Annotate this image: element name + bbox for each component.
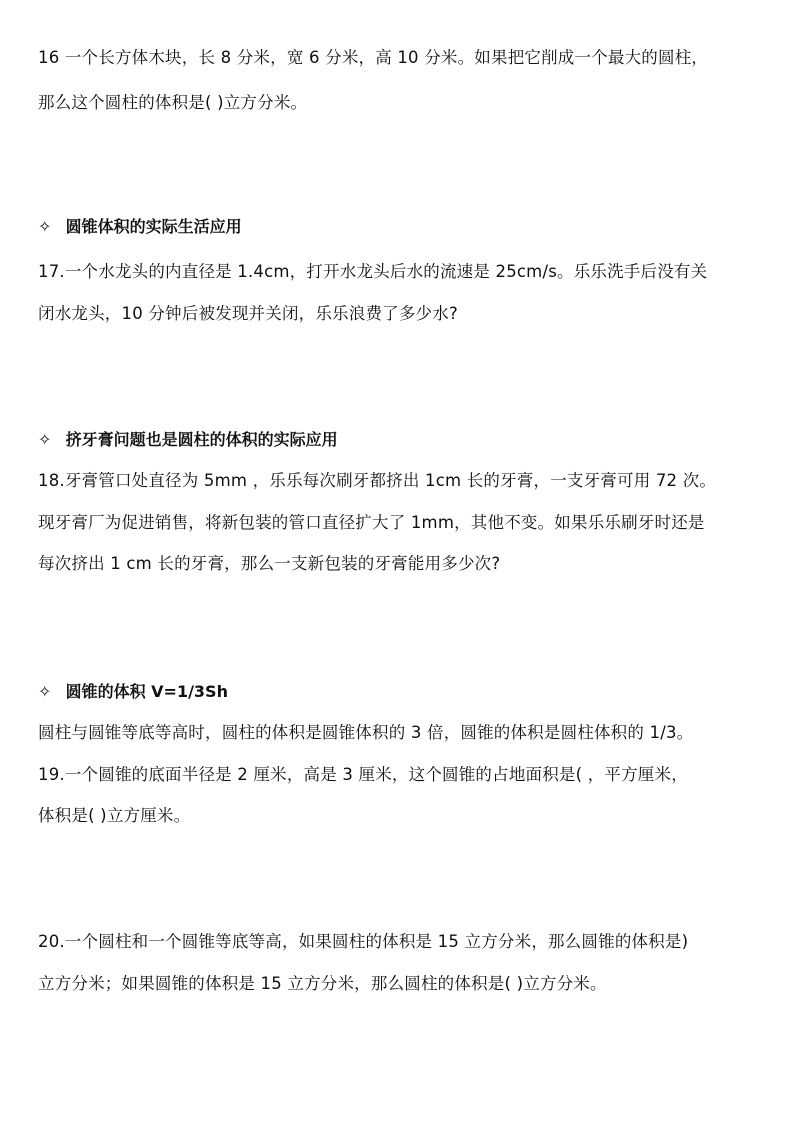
- question-20-line-1: 20.一个圆柱和一个圆锥等底等高，如果圆柱的体积是 15 立方分米，那么圆锥的体积是): [38, 932, 689, 951]
- diamond-bullet-icon: ✧: [38, 217, 52, 236]
- diamond-bullet-icon: ✧: [38, 430, 52, 449]
- question-17-line-1: 17.一个水龙头的内直径是 1.4cm，打开水龙头后水的流速是 25cm/s。乐乐洗手后没有关: [38, 262, 708, 281]
- section-heading-cone-volume: [38, 680, 228, 704]
- section-title: 圆锥体积的实际生活应用: [65, 217, 242, 236]
- question-16-line-1: 16 一个长方体木块，长 8 分米，宽 6 分米，高 10 分米。如果把它削成一个最大的圆柱，: [38, 48, 709, 67]
- question-19-line-1: 19.一个圆锥的底面半径是 2 厘米，高是 3 厘米，这个圆锥的占地面积是( ，平方厘米，: [38, 765, 688, 784]
- section-title: 挤牙膏问题也是圆柱的体积的实际应用: [65, 430, 338, 449]
- question-18-line-3: 每次挤出 1 cm 长的牙膏，那么一支新包装的牙膏能用多少次?: [38, 554, 501, 573]
- question-18-line-2: 现牙膏厂为促进销售，将新包装的管口直径扩大了 1mm，其他不变。如果乐乐刷牙时还是: [38, 513, 705, 532]
- section-heading-toothpaste: [38, 428, 338, 452]
- cone-volume-rule: 圆柱与圆锥等底等高时，圆柱的体积是圆锥体积的 3 倍，圆锥的体积是圆柱体积的 1/3。: [38, 723, 694, 742]
- question-17-line-2: 闭水龙头，10 分钟后被发现并关闭，乐乐浪费了多少水?: [38, 304, 458, 323]
- question-19-line-2: 体积是( )立方厘米。: [38, 806, 191, 825]
- question-16-line-2: 那么这个圆柱的体积是( )立方分米。: [38, 93, 308, 112]
- question-20-line-2: 立方分米；如果圆锥的体积是 15 立方分米，那么圆柱的体积是( )立方分米。: [38, 974, 607, 993]
- diamond-bullet-icon: ✧: [38, 682, 52, 701]
- section-heading-cone-life: [38, 215, 242, 239]
- question-18-line-1: 18.牙膏管口处直径为 5mm ，乐乐每次刷牙都挤出 1cm 长的牙膏，一支牙膏可用 72 次。: [38, 471, 717, 490]
- section-title: 圆锥的体积 V=1/3Sh: [65, 682, 228, 701]
